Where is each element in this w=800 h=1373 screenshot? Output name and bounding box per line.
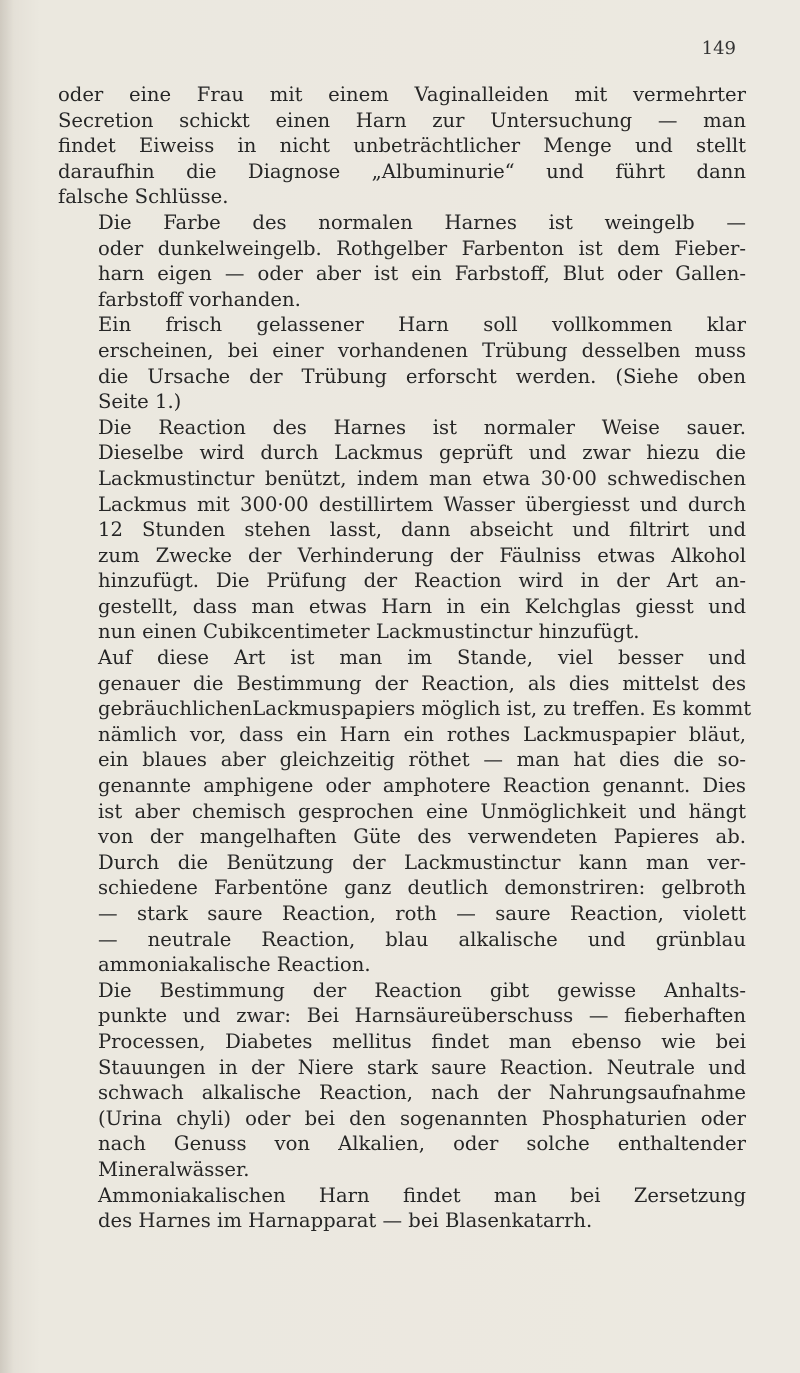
text-line: harn eigen — oder aber ist ein Farbstoff, Blut oder Gallen- bbox=[98, 262, 746, 286]
text-line: Dieselbe wird durch Lackmus geprüft und zwar hiezu die bbox=[98, 441, 746, 465]
text-line: Die Farbe des normalen Harnes ist weingelb — bbox=[98, 210, 746, 234]
text-line: Ammoniakalischen Harn findet man bei Zersetzung bbox=[98, 1183, 746, 1207]
text-line: — stark saure Reaction, roth — saure Reaction, violett bbox=[98, 902, 746, 925]
paragraph bbox=[58, 312, 746, 414]
text-line: Lackmustinctur benützt, indem man etwa 30·00 schwedischen bbox=[98, 466, 746, 490]
text-line: erscheinen, bei einer vorhandenen Trübung desselben muss bbox=[98, 338, 746, 362]
text-line: hinzufügt. Die Prüfung der Reaction wird in der Art an- bbox=[98, 569, 746, 593]
text-line: des Harnes im Harnapparat — bei Blasenkatarrh. bbox=[98, 1209, 593, 1233]
text-line: ammoniakalische Reaction. bbox=[98, 953, 371, 977]
body-text bbox=[58, 82, 752, 1234]
text-line: — neutrale Reaction, blau alkalische und grünblau bbox=[98, 927, 746, 951]
paragraph bbox=[58, 415, 746, 645]
text-line: die Ursache der Trübung erforscht werden. (Siehe oben bbox=[98, 364, 746, 388]
text-line: findet Eiweiss in nicht unbeträchtlicher Menge und stellt bbox=[58, 134, 746, 158]
text-line: Processen, Diabetes mellitus findet man ebenso wie bei bbox=[98, 1029, 746, 1053]
text-line: schiedene Farbentöne ganz deutlich demonstriren: gelbroth bbox=[98, 876, 746, 900]
text-line: falsche Schlüsse. bbox=[58, 185, 229, 209]
text-line: zum Zwecke der Verhinderung der Fäulniss etwas Alkohol bbox=[98, 543, 746, 567]
text-line: gebräuchlichenLackmuspapiers möglich ist, zu treffen. Es kommt bbox=[98, 697, 752, 721]
text-line: farbstoff vorhanden. bbox=[98, 287, 301, 311]
text-line: Lackmus mit 300·00 destillirtem Wasser übergiesst und durch bbox=[98, 492, 746, 516]
text-line: Auf diese Art ist man im Stande, viel besser und bbox=[98, 646, 746, 670]
text-line: nun einen Cubikcentimeter Lackmustinctur hinzufügt. bbox=[98, 620, 640, 644]
text-line: von der mangelhaften Güte des verwendeten Papieres ab. bbox=[98, 825, 746, 849]
paragraph bbox=[58, 210, 746, 312]
text-line: daraufhin die Diagnose „Albuminurie“ und führt dann bbox=[58, 159, 746, 183]
text-line: 12 Stunden stehen lasst, dann abseicht und filtrirt und bbox=[98, 518, 746, 542]
text-line: Die Reaction des Harnes ist normaler Weise sauer. bbox=[98, 415, 746, 439]
text-line: ist aber chemisch gesprochen eine Unmöglichkeit und hängt bbox=[98, 799, 746, 823]
text-line: Seite 1.) bbox=[98, 390, 182, 414]
text-line: Ein frisch gelassener Harn soll vollkommen klar bbox=[98, 313, 746, 337]
paragraph bbox=[58, 645, 752, 978]
page-number: 149 bbox=[701, 38, 736, 59]
text-line: Durch die Benützung der Lackmustinctur kann man ver- bbox=[98, 850, 746, 874]
text-line: oder eine Frau mit einem Vaginalleiden mit vermehrter bbox=[58, 83, 746, 106]
text-line: Die Bestimmung der Reaction gibt gewisse Anhalts- bbox=[98, 978, 746, 1002]
paragraph bbox=[58, 978, 746, 1183]
text-line: genauer die Bestimmung der Reaction, als dies mittelst des bbox=[98, 671, 746, 695]
paragraph bbox=[58, 82, 746, 210]
text-line: Mineralwässer. bbox=[98, 1157, 250, 1181]
text-line: nach Genuss von Alkalien, oder solche enthaltender bbox=[98, 1132, 746, 1156]
paragraph bbox=[58, 1183, 746, 1234]
text-line: punkte und zwar: Bei Harnsäureüberschuss — fieberhaften bbox=[98, 1004, 746, 1028]
text-line: nämlich vor, dass ein Harn ein rothes Lackmuspapier bläut, bbox=[98, 722, 746, 746]
text-line: Secretion schickt einen Harn zur Untersuchung — man bbox=[58, 108, 746, 132]
text-line: Stauungen in der Niere stark saure Reaction. Neutrale und bbox=[98, 1055, 746, 1079]
text-line: schwach alkalische Reaction, nach der Nahrungsaufnahme bbox=[98, 1081, 746, 1105]
text-line: oder dunkelweingelb. Rothgelber Farbenton ist dem Fieber- bbox=[98, 236, 746, 260]
text-line: gestellt, dass man etwas Harn in ein Kelchglas giesst und bbox=[98, 594, 746, 618]
text-line: (Urina chyli) oder bei den sogenannten Phosphaturien oder bbox=[98, 1106, 746, 1130]
text-line: genannte amphigene oder amphotere Reaction genannt. Dies bbox=[98, 774, 746, 798]
text-line: ein blaues aber gleichzeitig röthet — man hat dies die so- bbox=[98, 748, 746, 772]
